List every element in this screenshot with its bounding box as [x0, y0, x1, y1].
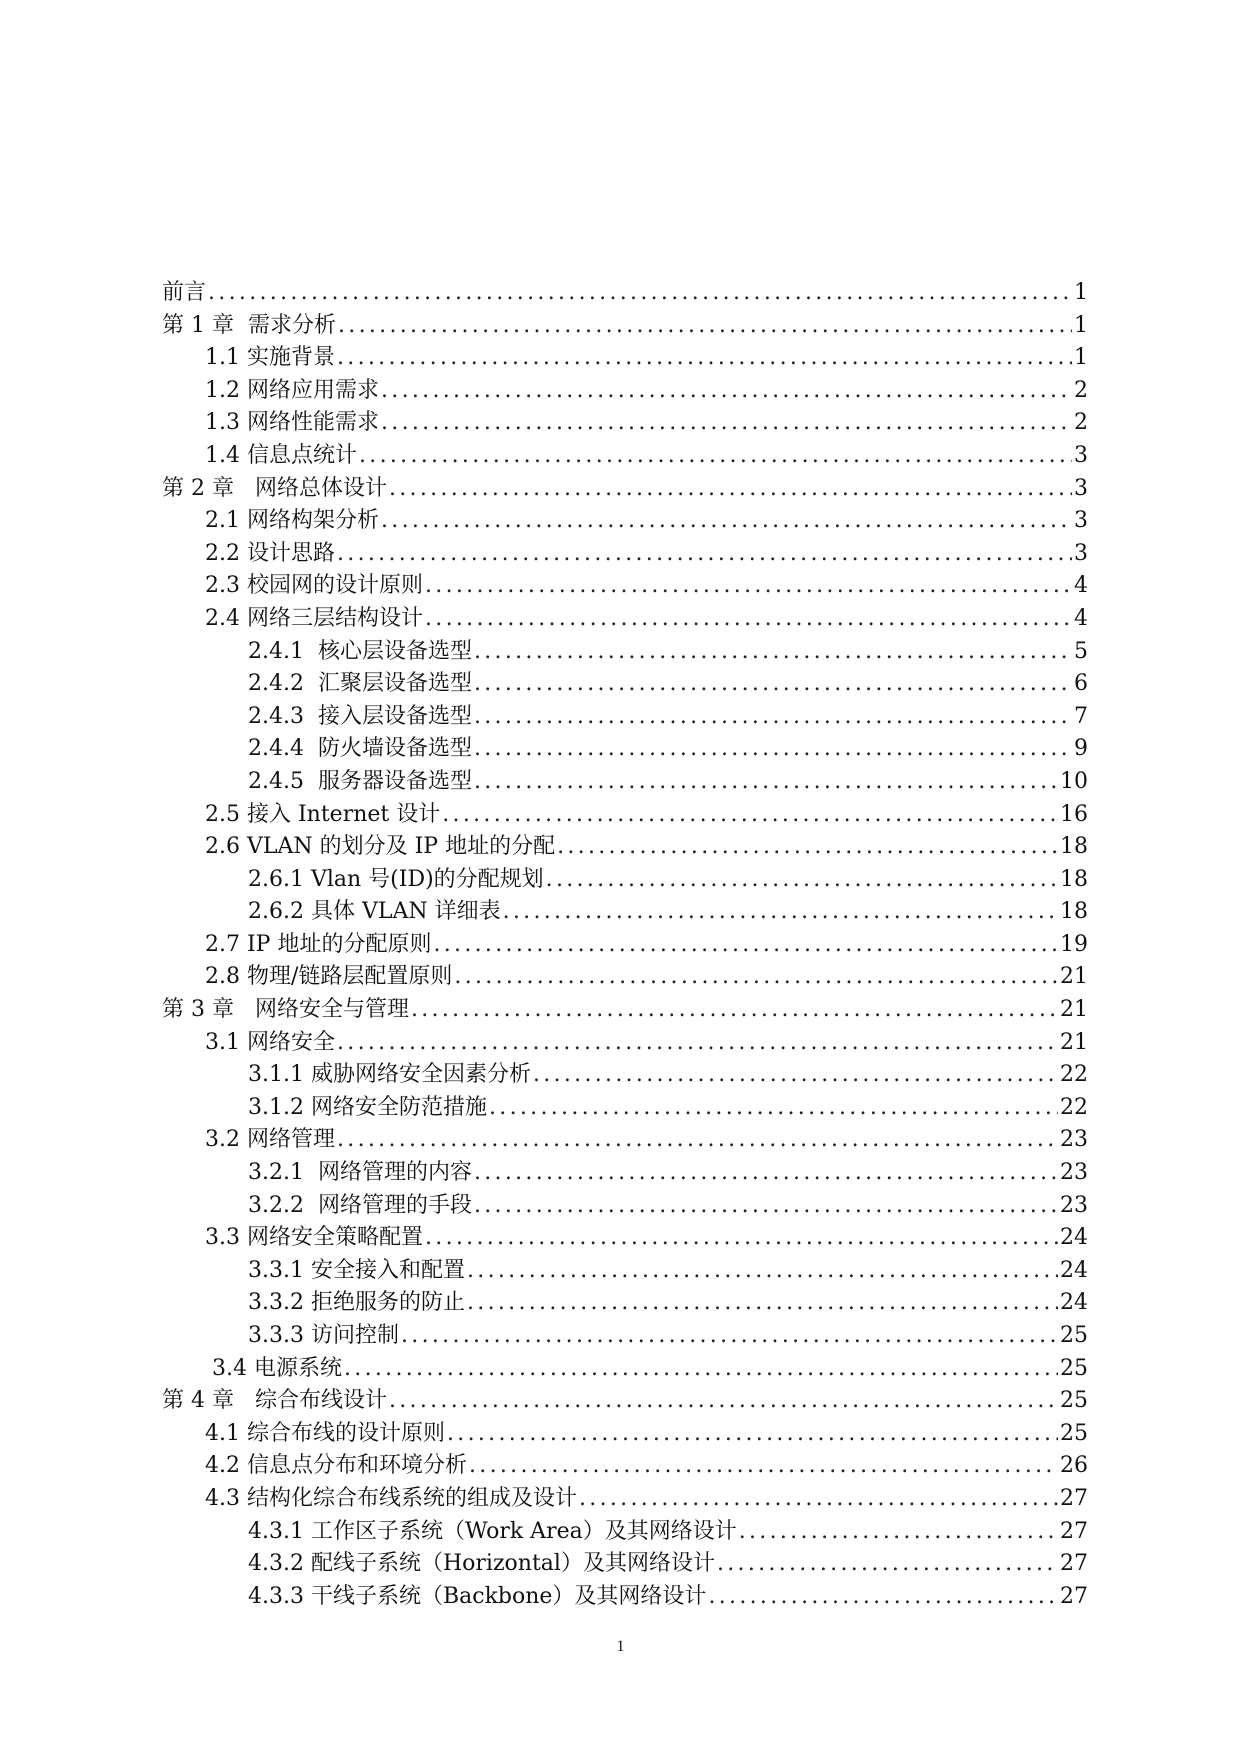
toc-entry-title: 1.2 网络应用需求 — [205, 377, 379, 403]
toc-entry-page: 21 — [1060, 1029, 1088, 1055]
toc-entry[interactable] — [162, 375, 1088, 408]
toc-entry-title: 2.6.1 Vlan 号(ID)的分配规划 — [248, 866, 544, 892]
toc-entry[interactable] — [162, 1418, 1088, 1451]
toc-entry[interactable] — [162, 636, 1088, 669]
toc-dot-leader — [208, 277, 1072, 310]
toc-entry-title: 2.4.3 接入层设备选型 — [248, 703, 472, 729]
toc-entry[interactable] — [162, 1059, 1088, 1092]
toc-entry-title: 2.4.2 汇聚层设备选型 — [248, 671, 472, 697]
toc-entry-title: 前言 — [162, 280, 207, 305]
toc-entry-title: 3.3.3 访问控制 — [248, 1323, 399, 1348]
toc-entry-page: 22 — [1060, 1094, 1088, 1120]
toc-dot-leader — [708, 1581, 1058, 1614]
toc-entry[interactable] — [162, 961, 1088, 994]
toc-dot-leader — [381, 505, 1072, 538]
toc-entry-title: 1.4 信息点统计 — [205, 442, 357, 468]
toc-entry-title: 3.2 网络管理 — [205, 1127, 335, 1153]
table-of-contents — [162, 277, 1088, 1613]
toc-entry[interactable] — [162, 1255, 1088, 1288]
toc-dot-leader — [474, 1157, 1058, 1190]
toc-entry-page: 23 — [1060, 1160, 1088, 1186]
toc-entry-page: 24 — [1060, 1225, 1088, 1251]
toc-dot-leader — [557, 831, 1058, 864]
toc-entry-page: 16 — [1060, 801, 1088, 827]
toc-dot-leader — [579, 1483, 1058, 1516]
toc-dot-leader — [489, 1092, 1058, 1125]
toc-dot-leader — [359, 440, 1072, 473]
toc-entry-page: 25 — [1060, 1388, 1088, 1414]
toc-entry-page: 25 — [1060, 1323, 1088, 1348]
toc-dot-leader — [503, 896, 1058, 929]
toc-dot-leader — [337, 1027, 1058, 1060]
toc-entry-page: 23 — [1060, 1192, 1088, 1218]
toc-dot-leader — [717, 1548, 1058, 1581]
toc-entry[interactable] — [162, 1450, 1088, 1483]
toc-entry[interactable] — [162, 701, 1088, 734]
toc-dot-leader — [425, 1222, 1058, 1255]
toc-entry-page: 24 — [1060, 1257, 1088, 1283]
toc-entry-title: 4.3.3 干线子系统（Backbone）及其网络设计 — [248, 1583, 707, 1609]
toc-entry[interactable] — [162, 440, 1088, 473]
toc-entry[interactable] — [162, 766, 1088, 799]
toc-entry-title: 2.5 接入 Internet 设计 — [205, 801, 441, 827]
toc-dot-leader — [474, 701, 1072, 734]
toc-entry-page: 18 — [1060, 834, 1088, 860]
toc-entry[interactable] — [162, 1548, 1088, 1581]
toc-entry-title: 2.6.2 具体 VLAN 详细表 — [248, 899, 501, 925]
toc-entry[interactable] — [162, 733, 1088, 766]
toc-entry[interactable] — [162, 1320, 1088, 1353]
toc-dot-leader — [425, 603, 1072, 636]
toc-dot-leader — [467, 1287, 1058, 1320]
toc-entry[interactable] — [162, 668, 1088, 701]
toc-dot-leader — [381, 375, 1072, 408]
toc-entry-title: 4.1 综合布线的设计原则 — [205, 1420, 445, 1446]
toc-entry-title: 1.3 网络性能需求 — [205, 410, 379, 436]
toc-dot-leader — [533, 1059, 1058, 1092]
toc-entry-page: 18 — [1060, 866, 1088, 892]
toc-dot-leader — [467, 1255, 1058, 1288]
toc-entry-title: 4.3 结构化综合布线系统的组成及设计 — [205, 1485, 577, 1511]
toc-entry[interactable] — [162, 1222, 1088, 1255]
toc-entry-page: 24 — [1060, 1290, 1088, 1316]
toc-entry-title: 4.3.1 工作区子系统（Work Area）及其网络设计 — [248, 1518, 737, 1544]
toc-entry-page: 27 — [1060, 1485, 1088, 1511]
toc-entry-title: 2.4 网络三层结构设计 — [205, 605, 423, 631]
toc-entry[interactable] — [162, 1483, 1088, 1516]
toc-entry-title: 第 2 章 网络总体设计 — [162, 475, 387, 501]
page-number: 1 — [616, 1638, 625, 1655]
toc-entry[interactable] — [162, 1287, 1088, 1320]
toc-entry-title: 3.2.1 网络管理的内容 — [248, 1160, 472, 1186]
toc-dot-leader — [454, 961, 1058, 994]
toc-entry-page: 5 — [1074, 638, 1088, 664]
toc-entry-page: 27 — [1060, 1518, 1088, 1544]
toc-entry[interactable] — [162, 831, 1088, 864]
toc-entry[interactable] — [162, 1353, 1088, 1386]
toc-entry[interactable] — [162, 1385, 1088, 1418]
toc-entry-title: 2.3 校园网的设计原则 — [205, 573, 423, 599]
toc-entry-page: 18 — [1060, 899, 1088, 925]
toc-entry-title: 3.3.2 拒绝服务的防止 — [248, 1290, 465, 1316]
toc-entry-title: 第 1 章 需求分析 — [162, 312, 336, 338]
toc-entry-title: 第 4 章 综合布线设计 — [162, 1388, 387, 1414]
toc-entry-title: 3.1.1 威胁网络安全因素分析 — [248, 1062, 531, 1088]
toc-dot-leader — [474, 668, 1072, 701]
toc-entry-page: 22 — [1060, 1062, 1088, 1088]
toc-entry[interactable] — [162, 603, 1088, 636]
toc-entry[interactable] — [162, 342, 1088, 375]
toc-entry-title: 3.4 电源系统 — [212, 1355, 342, 1381]
toc-entry[interactable] — [162, 994, 1088, 1027]
toc-entry[interactable] — [162, 538, 1088, 571]
toc-entry[interactable] — [162, 929, 1088, 962]
toc-entry-page: 3 — [1074, 475, 1088, 501]
toc-entry[interactable] — [162, 799, 1088, 832]
toc-entry-page: 1 — [1074, 280, 1088, 305]
toc-entry-page: 2 — [1074, 410, 1088, 436]
toc-entry[interactable] — [162, 310, 1088, 343]
toc-entry-title: 第 3 章 网络安全与管理 — [162, 997, 409, 1023]
toc-dot-leader — [425, 570, 1072, 603]
toc-entry-page: 25 — [1060, 1355, 1088, 1381]
toc-entry[interactable] — [162, 1581, 1088, 1614]
toc-entry-page: 7 — [1074, 703, 1088, 729]
toc-entry[interactable] — [162, 1190, 1088, 1223]
toc-dot-leader — [337, 538, 1072, 571]
toc-dot-leader — [344, 1353, 1058, 1386]
toc-dot-leader — [474, 766, 1058, 799]
toc-dot-leader — [381, 407, 1072, 440]
toc-dot-leader — [389, 473, 1072, 506]
toc-dot-leader — [474, 636, 1072, 669]
toc-entry-title: 4.2 信息点分布和环境分析 — [205, 1453, 467, 1479]
toc-dot-leader — [389, 1385, 1058, 1418]
toc-dot-leader — [447, 1418, 1058, 1451]
toc-entry-title: 2.4.4 防火墙设备选型 — [248, 736, 472, 762]
toc-entry-title: 2.8 物理/链路层配置原则 — [205, 964, 453, 990]
toc-dot-leader — [469, 1450, 1058, 1483]
toc-dot-leader — [546, 864, 1058, 897]
toc-entry-page: 4 — [1074, 573, 1088, 599]
toc-entry-title: 2.1 网络构架分析 — [205, 508, 379, 534]
toc-entry-title: 3.2.2 网络管理的手段 — [248, 1192, 472, 1218]
toc-entry[interactable] — [162, 1124, 1088, 1157]
toc-entry-page: 6 — [1074, 671, 1088, 697]
toc-entry-page: 19 — [1060, 931, 1088, 957]
toc-dot-leader — [442, 799, 1058, 832]
toc-dot-leader — [338, 310, 1072, 343]
toc-entry-page: 21 — [1060, 997, 1088, 1023]
toc-entry-title: 1.1 实施背景 — [205, 345, 335, 371]
toc-entry-title: 3.3.1 安全接入和配置 — [248, 1257, 465, 1283]
toc-dot-leader — [411, 994, 1058, 1027]
toc-entry-page: 21 — [1060, 964, 1088, 990]
toc-entry-title: 3.1.2 网络安全防范措施 — [248, 1094, 487, 1120]
toc-entry[interactable] — [162, 896, 1088, 929]
toc-entry[interactable] — [162, 277, 1088, 310]
toc-entry[interactable] — [162, 505, 1088, 538]
toc-entry-title: 2.4.5 服务器设备选型 — [248, 768, 472, 794]
toc-entry-page: 2 — [1074, 377, 1088, 403]
toc-entry-page: 10 — [1060, 768, 1088, 794]
toc-dot-leader — [474, 1190, 1058, 1223]
toc-entry[interactable] — [162, 864, 1088, 897]
toc-entry-page: 25 — [1060, 1420, 1088, 1446]
toc-entry-title: 2.4.1 核心层设备选型 — [248, 638, 472, 664]
toc-entry[interactable] — [162, 570, 1088, 603]
toc-entry[interactable] — [162, 1092, 1088, 1125]
toc-dot-leader — [433, 929, 1058, 962]
toc-entry[interactable] — [162, 1516, 1088, 1549]
toc-entry-page: 1 — [1074, 345, 1088, 371]
toc-entry-page: 3 — [1074, 442, 1088, 468]
toc-entry-page: 23 — [1060, 1127, 1088, 1153]
toc-entry-title: 2.2 设计思路 — [205, 540, 335, 566]
toc-entry[interactable] — [162, 1157, 1088, 1190]
toc-entry-title: 2.6 VLAN 的划分及 IP 地址的分配 — [205, 834, 556, 860]
toc-entry[interactable] — [162, 1027, 1088, 1060]
toc-entry-page: 3 — [1074, 540, 1088, 566]
toc-entry-page: 27 — [1060, 1583, 1088, 1609]
toc-entry-page: 4 — [1074, 605, 1088, 631]
toc-dot-leader — [337, 342, 1072, 375]
toc-entry-page: 26 — [1060, 1453, 1088, 1479]
toc-entry-title: 2.7 IP 地址的分配原则 — [205, 931, 432, 957]
toc-entry[interactable] — [162, 407, 1088, 440]
toc-dot-leader — [401, 1320, 1058, 1353]
toc-entry-title: 4.3.2 配线子系统（Horizontal）及其网络设计 — [248, 1551, 715, 1577]
toc-dot-leader — [337, 1124, 1058, 1157]
toc-entry-page: 9 — [1074, 736, 1088, 762]
toc-dot-leader — [739, 1516, 1058, 1549]
toc-entry-title: 3.1 网络安全 — [205, 1029, 335, 1055]
toc-dot-leader — [474, 733, 1072, 766]
toc-entry-page: 27 — [1060, 1551, 1088, 1577]
toc-entry[interactable] — [162, 473, 1088, 506]
toc-entry-title: 3.3 网络安全策略配置 — [205, 1225, 423, 1251]
toc-entry-page: 3 — [1074, 508, 1088, 534]
toc-entry-page: 1 — [1074, 312, 1088, 338]
